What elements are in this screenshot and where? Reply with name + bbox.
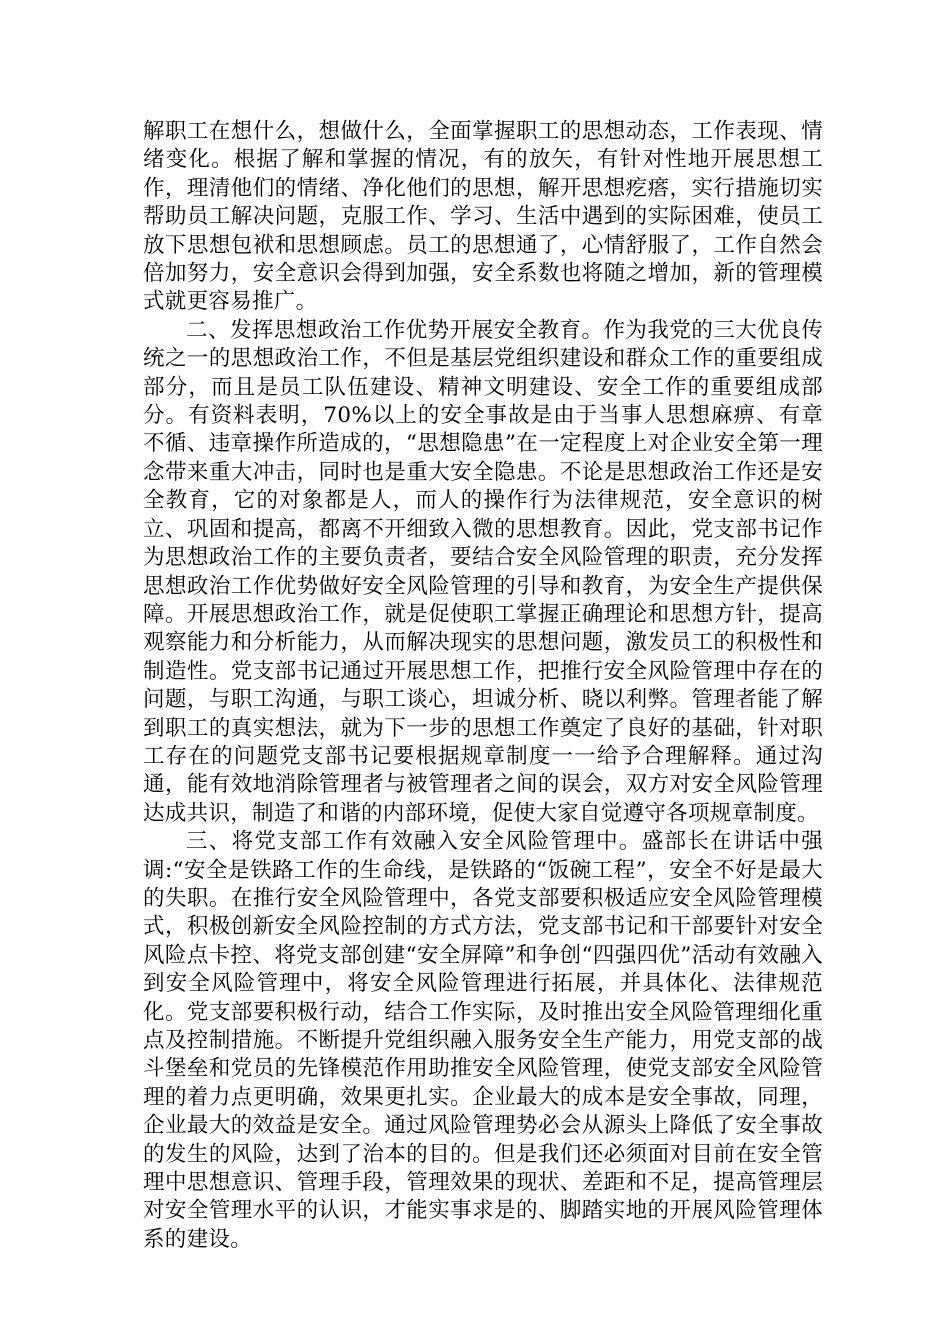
paragraph-continuation: 解职工在想什么，想做什么，全面掌握职工的思想动态，工作表现、情绪变化。根据了解和掌握的情况，有的放矢，有针对性地开展思想工作，理清他们的情绪、净化他们的思想，解开思想疙瘩，实行措施切实帮助员工解决问题，克服工作、学习、生活中遇到的实际困难，使员工放下思想包袱和思想顾虑。员工的思想通了，心情舒服了，工作自然会倍加努力，安全意识会得到加强，安全系数也将随之增加，新的管理模式就更容易推广。 [143, 119, 823, 315]
paragraph-section-three: 三、将党支部工作有效融入安全风险管理中。盛部长在讲话中强调:“安全是铁路工作的生命线，是铁路的“饭碗工程”，安全不好是最大的失职。在推行安全风险管理中，各党支部要积极适应安全风险管理模式，积极创新安全风险控制的方式方法，党支部书记和干部要针对安全风险点卡控、将党支部创建“安全屏障”和争创“四强四优”活动有效融入到安全风险管理中，将安全风险管理进行拓展，并具体化、法律规范化。党支部要积极行动，结合工作实际，及时推出安全风险管理细化重点及控制措施。不断提升党组织融入服务安全生产能力，用党支部的战斗堡垒和党员的先锋模范作用助推安全风险管理，使党支部安全风险管理的着力点更明确，效果更扎实。企业最大的成本是安全事故，同理，企业最大的效益是安全。通过风险管理势必会从源头上降低了安全事故的发生的风险，达到了治本的目的。但是我们还必须面对目前在安全管理中思想意识、管理手段，管理效果的现状、差距和不足，提高管理层对安全管理水平的认识，才能实事求是的、脚踏实地的开展风险管理体系的建设。 [143, 829, 823, 1252]
paragraph-section-two: 二、发挥思想政治工作优势开展安全教育。作为我党的三大优良传统之一的思想政治工作，不但是基层党组织建设和群众工作的重要组成部分，而且是员工队伍建设、精神文明建设、安全工作的重要组成部分。有资料表明，70%以上的安全事故是由于当事人思想麻痹、有章不循、违章操作所造成的，“思想隐患”在一定程度上对企业安全第一理念带来重大冲击，同时也是重大安全隐患。不论是思想政治工作还是安全教育，它的对象都是人，而人的操作行为法律规范，安全意识的树立、巩固和提高，都离不开细致入微的思想教育。因此，党支部书记作为思想政治工作的主要负责者，要结合安全风险管理的职责，充分发挥思想政治工作优势做好安全风险管理的引导和教育，为安全生产提供保障。开展思想政治工作，就是促使职工掌握正确理论和思想方针，提高观察能力和分析能力，从而解决现实的思想问题，激发员工的积极性和制造性。党支部书记通过开展思想工作，把推行安全风险管理中存在的问题，与职工沟通，与职工谈心，坦诚分析、晓以利弊。管理者能了解到职工的真实想法，就为下一步的思想工作奠定了良好的基础，针对职工存在的问题党支部书记要根据规章制度一一给予合理解释。通过沟通，能有效地消除管理者与被管理者之间的误会，双方对安全风险管理达成共识，制造了和谐的内部环境，促使大家自觉遵守各项规章制度。 [143, 317, 823, 826]
document-page [143, 118, 823, 1254]
